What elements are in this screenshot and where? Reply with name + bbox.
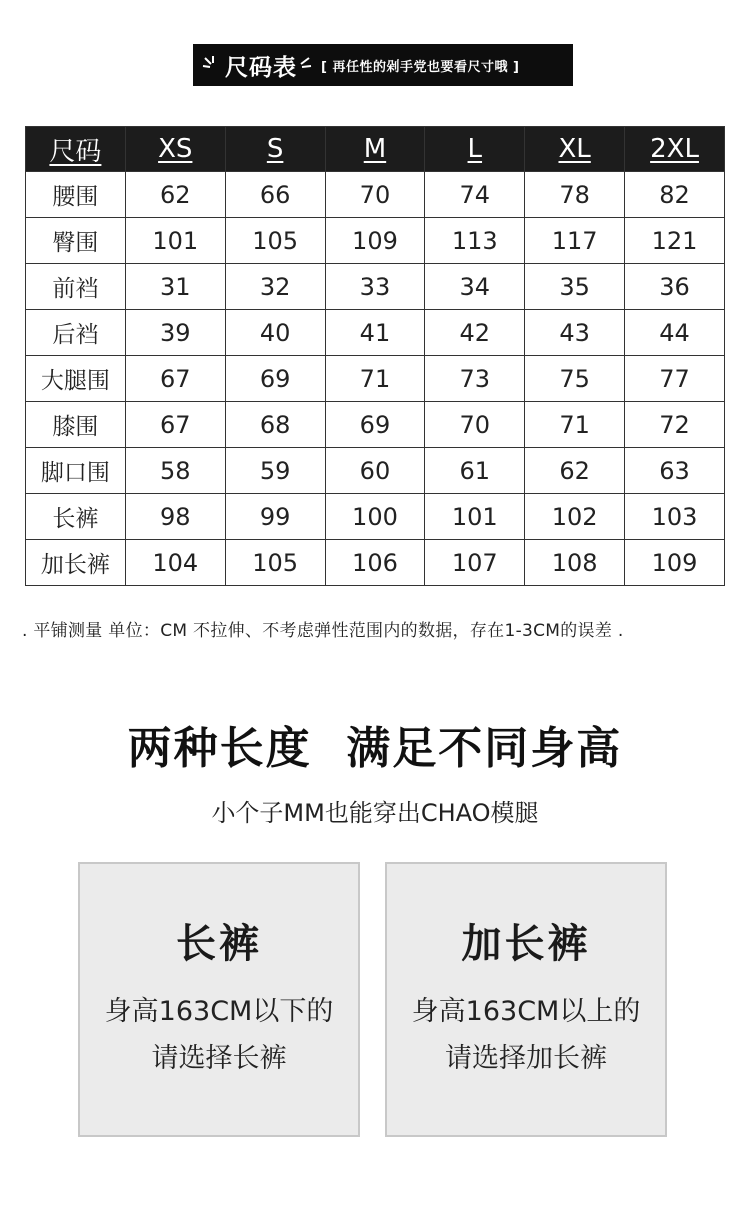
- table-header-cell: XS: [125, 127, 225, 172]
- table-cell: 72: [625, 402, 725, 448]
- row-label: 后裆: [26, 310, 126, 356]
- table-cell: 39: [125, 310, 225, 356]
- table-cell: 105: [225, 218, 325, 264]
- row-label: 膝围: [26, 402, 126, 448]
- sparkle-right-icon: [297, 54, 315, 76]
- table-cell: 62: [125, 172, 225, 218]
- table-cell: 62: [525, 448, 625, 494]
- table-cell: 34: [425, 264, 525, 310]
- table-cell: 101: [125, 218, 225, 264]
- subheadline: 小个子MM也能穿出CHAO模腿: [211, 799, 539, 827]
- row-label: 前裆: [26, 264, 126, 310]
- measurement-note: . 平铺测量 单位：CM 不拉伸、不考虑弹性范围内的数据，存在1-3CM的误差 .: [22, 621, 624, 641]
- regular-length-card: [78, 862, 360, 1137]
- table-cell: 67: [125, 356, 225, 402]
- table-cell: 117: [525, 218, 625, 264]
- size-table: [25, 126, 725, 586]
- table-cell: 59: [225, 448, 325, 494]
- row-label: 臀围: [26, 218, 126, 264]
- table-cell: 109: [625, 540, 725, 586]
- sparkle-left-icon: [201, 54, 223, 76]
- table-cell: 75: [525, 356, 625, 402]
- table-cell: 35: [525, 264, 625, 310]
- table-cell: 121: [625, 218, 725, 264]
- table-row: [26, 540, 725, 586]
- table-cell: 109: [325, 218, 425, 264]
- table-cell: 99: [225, 494, 325, 540]
- table-header-cell: L: [425, 127, 525, 172]
- table-cell: 61: [425, 448, 525, 494]
- table-cell: 82: [625, 172, 725, 218]
- row-label: 长裤: [26, 494, 126, 540]
- table-cell: 74: [425, 172, 525, 218]
- table-cell: 32: [225, 264, 325, 310]
- size-chart-banner: [193, 44, 573, 86]
- row-label: 腰围: [26, 172, 126, 218]
- table-cell: 40: [225, 310, 325, 356]
- table-cell: 68: [225, 402, 325, 448]
- card-title: 加长裤: [461, 921, 591, 967]
- table-cell: 60: [325, 448, 425, 494]
- table-row: [26, 310, 725, 356]
- table-cell: 103: [625, 494, 725, 540]
- table-cell: 69: [325, 402, 425, 448]
- headline: 两种长度 满足不同身高: [127, 723, 623, 774]
- table-cell: 58: [125, 448, 225, 494]
- row-label: 加长裤: [26, 540, 126, 586]
- table-cell: 66: [225, 172, 325, 218]
- table-cell: 63: [625, 448, 725, 494]
- table-row: [26, 218, 725, 264]
- card-height-text: 身高163CM以下的: [104, 996, 334, 1027]
- table-cell: 67: [125, 402, 225, 448]
- table-header-cell: S: [225, 127, 325, 172]
- row-label: 大腿围: [26, 356, 126, 402]
- table-cell: 101: [425, 494, 525, 540]
- table-cell: 71: [525, 402, 625, 448]
- table-cell: 31: [125, 264, 225, 310]
- table-cell: 73: [425, 356, 525, 402]
- card-title: 长裤: [176, 921, 262, 967]
- table-row: [26, 448, 725, 494]
- table-header-cell: 尺码: [26, 127, 126, 172]
- banner-title: 尺码表: [225, 54, 297, 81]
- table-cell: 69: [225, 356, 325, 402]
- table-cell: 98: [125, 494, 225, 540]
- table-cell: 36: [625, 264, 725, 310]
- table-row: [26, 402, 725, 448]
- table-cell: 70: [325, 172, 425, 218]
- table-cell: 100: [325, 494, 425, 540]
- table-cell: 104: [125, 540, 225, 586]
- table-cell: 42: [425, 310, 525, 356]
- table-cell: 108: [525, 540, 625, 586]
- table-cell: 70: [425, 402, 525, 448]
- banner-subtitle: [ 再任性的剁手党也要看尺寸哦 ]: [321, 59, 520, 75]
- table-cell: 44: [625, 310, 725, 356]
- table-header-cell: XL: [525, 127, 625, 172]
- table-header-row: [26, 127, 725, 172]
- extra-long-card: [385, 862, 667, 1137]
- table-header-cell: 2XL: [625, 127, 725, 172]
- table-cell: 41: [325, 310, 425, 356]
- table-row: [26, 172, 725, 218]
- table-header-cell: M: [325, 127, 425, 172]
- table-cell: 78: [525, 172, 625, 218]
- table-cell: 106: [325, 540, 425, 586]
- table-cell: 33: [325, 264, 425, 310]
- table-cell: 71: [325, 356, 425, 402]
- card-height-text: 身高163CM以上的: [411, 996, 641, 1027]
- table-row: [26, 264, 725, 310]
- table-cell: 113: [425, 218, 525, 264]
- card-choice-text: 请选择长裤: [151, 1043, 287, 1074]
- table-cell: 105: [225, 540, 325, 586]
- table-cell: 43: [525, 310, 625, 356]
- table-cell: 77: [625, 356, 725, 402]
- table-row: [26, 494, 725, 540]
- card-choice-text: 请选择加长裤: [445, 1043, 607, 1074]
- table-cell: 107: [425, 540, 525, 586]
- table-row: [26, 356, 725, 402]
- row-label: 脚口围: [26, 448, 126, 494]
- table-cell: 102: [525, 494, 625, 540]
